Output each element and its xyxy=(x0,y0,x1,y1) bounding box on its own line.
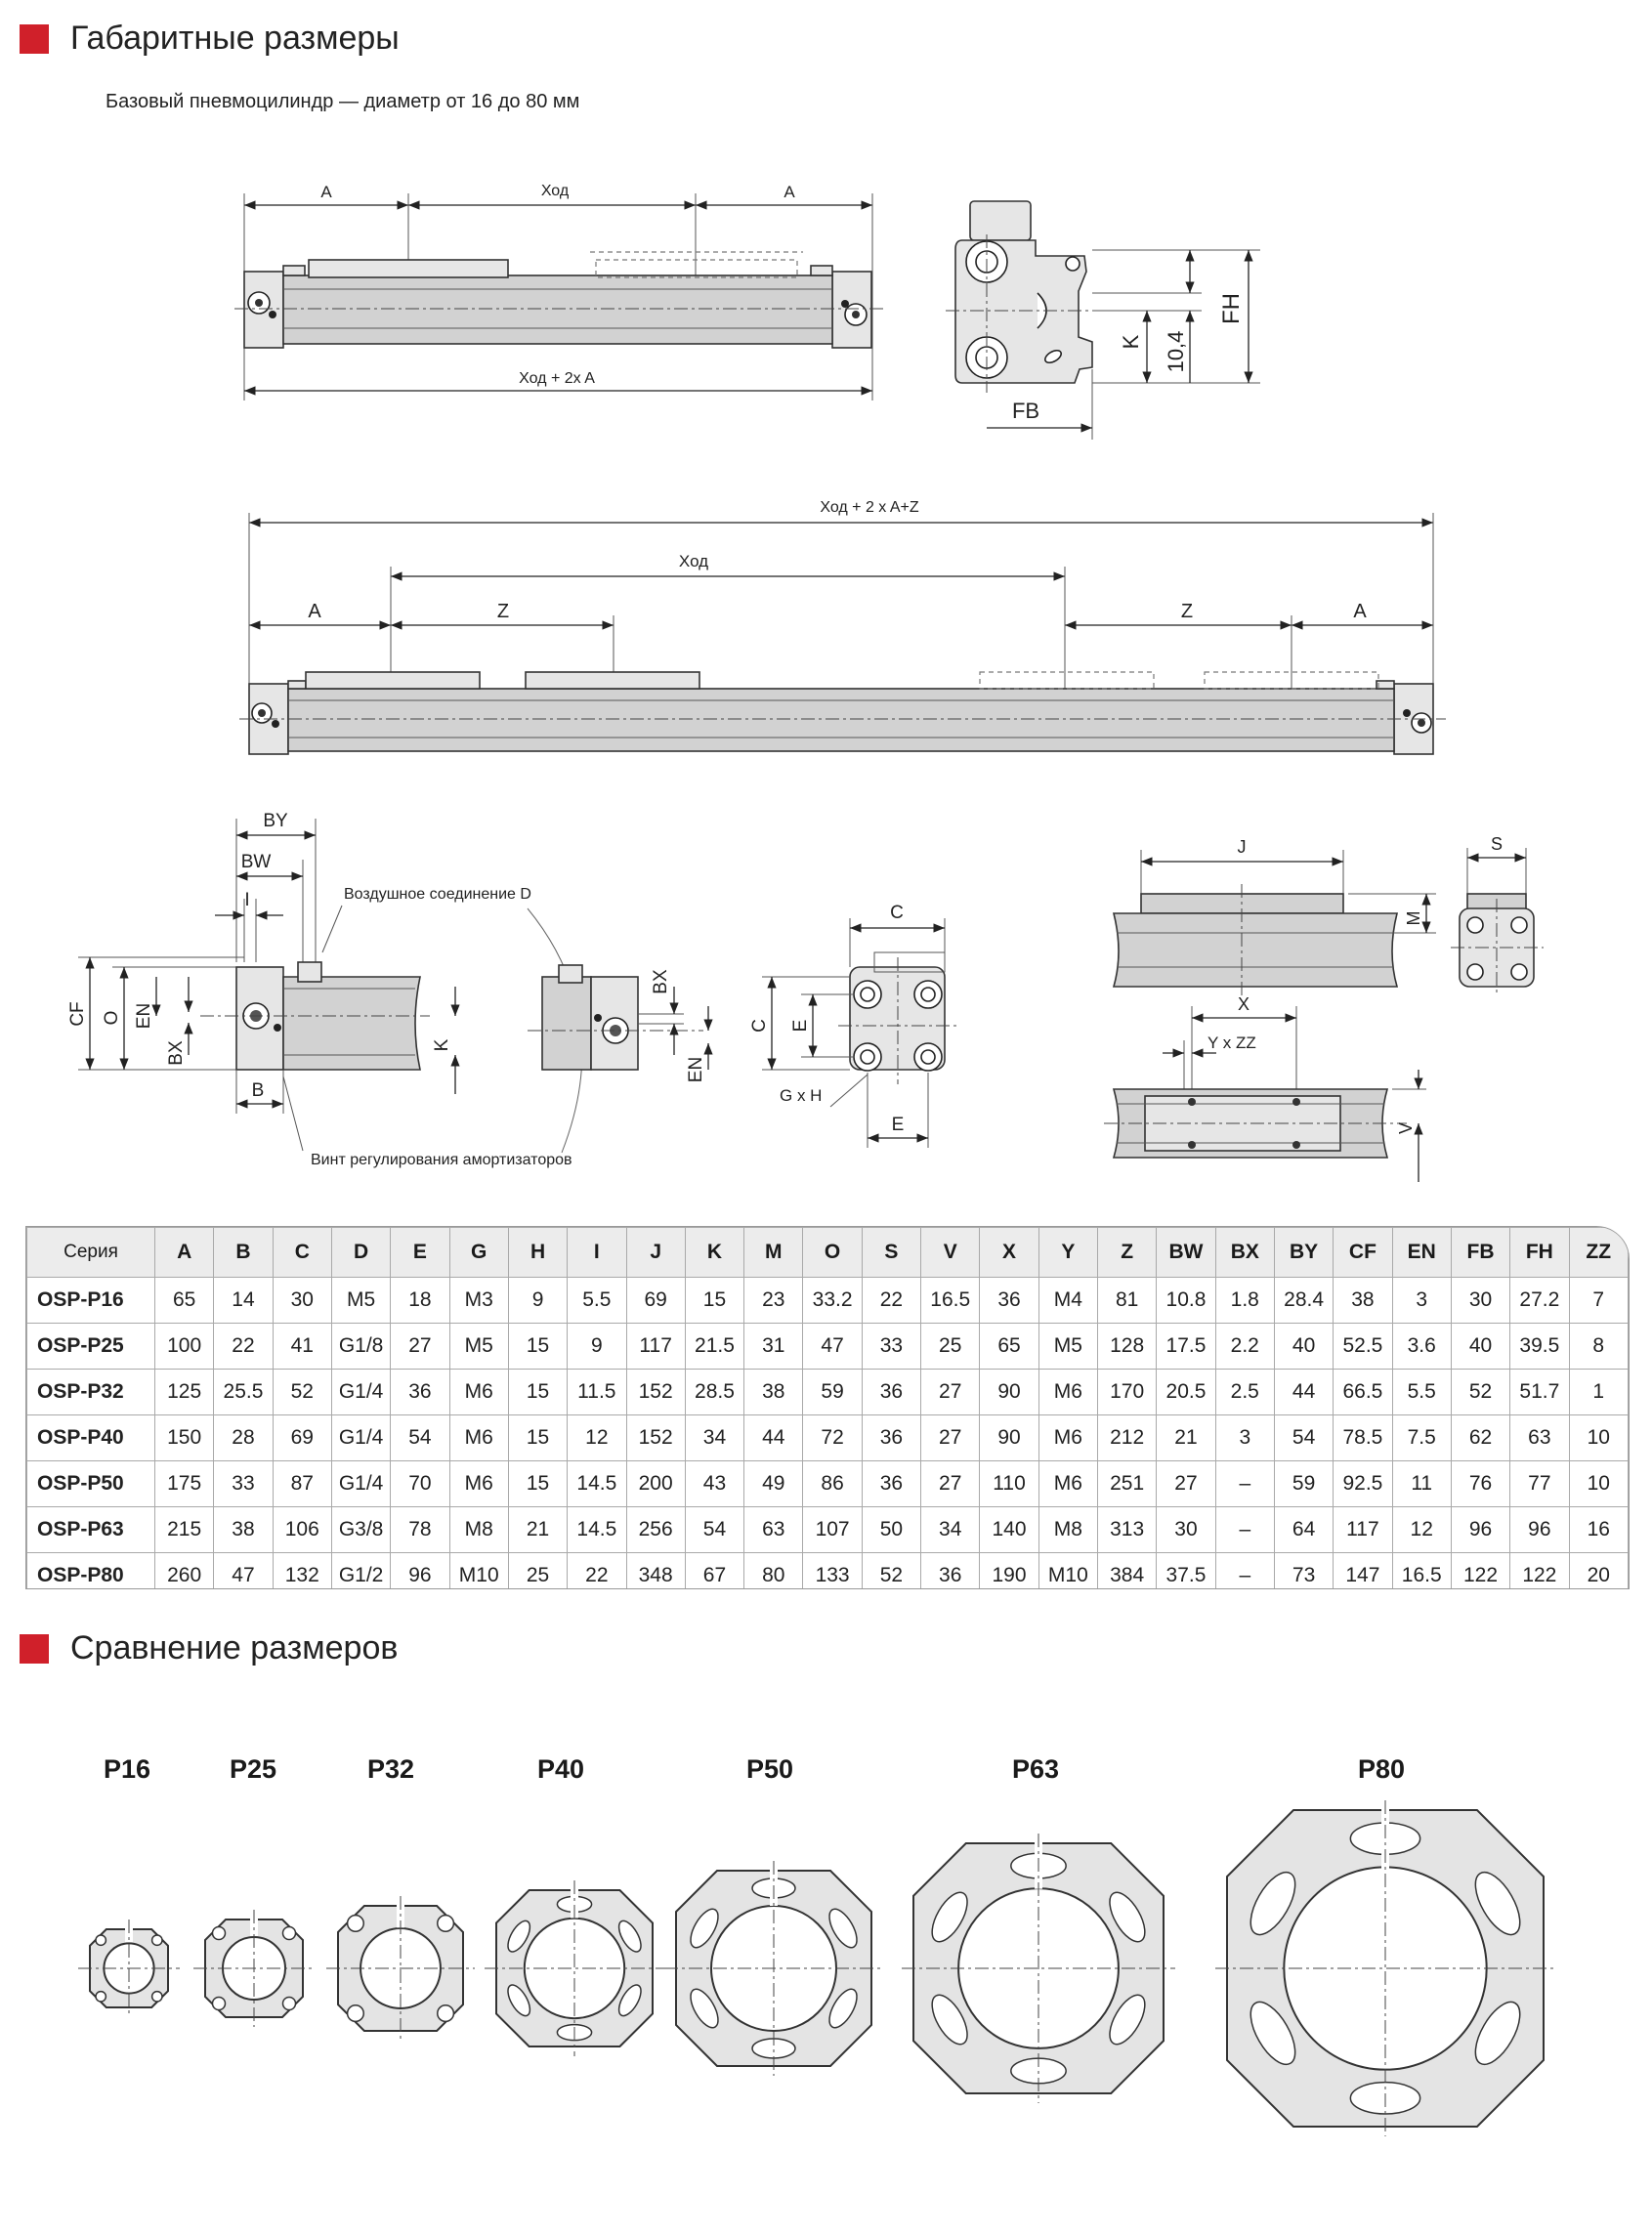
table-cell: 38 xyxy=(214,1507,273,1553)
table-cell: 38 xyxy=(744,1370,803,1415)
table-cell: 77 xyxy=(1510,1461,1569,1507)
table-cell: 78.5 xyxy=(1334,1415,1392,1461)
table-cell: 49 xyxy=(744,1461,803,1507)
table-cell: M6 xyxy=(1038,1461,1097,1507)
table-cell: 22 xyxy=(862,1278,920,1324)
dim-s: S xyxy=(1490,834,1504,854)
table-cell: 251 xyxy=(1098,1461,1157,1507)
table-cell: M10 xyxy=(449,1553,508,1590)
comparison-label-p32: P32 xyxy=(367,1754,415,1784)
table-cell: 107 xyxy=(803,1507,862,1553)
table-cell: 27 xyxy=(921,1415,980,1461)
profile-outline-p63 xyxy=(902,1834,1175,2103)
table-cell: M8 xyxy=(1038,1507,1097,1553)
table-cell: 40 xyxy=(1274,1324,1333,1370)
table-cell: G1/4 xyxy=(331,1461,390,1507)
table-cell: 36 xyxy=(980,1278,1038,1324)
table-cell: 122 xyxy=(1451,1553,1509,1590)
table-cell: 348 xyxy=(626,1553,685,1590)
table-cell: 47 xyxy=(214,1553,273,1590)
table-header-row xyxy=(27,1228,1629,1278)
column-header: A xyxy=(155,1228,214,1278)
table-cell: 18 xyxy=(391,1278,449,1324)
table-cell: 1 xyxy=(1569,1370,1629,1415)
dim-by: BY xyxy=(263,811,288,831)
table-cell: M4 xyxy=(1038,1278,1097,1324)
table-cell: 5.5 xyxy=(1392,1370,1451,1415)
dim-i: I xyxy=(244,890,250,910)
table-cell: 96 xyxy=(1510,1507,1569,1553)
table-cell: G1/4 xyxy=(331,1370,390,1415)
table-cell: 14.5 xyxy=(568,1507,626,1553)
table-cell: 76 xyxy=(1451,1461,1509,1507)
table-cell: 87 xyxy=(273,1461,331,1507)
dim-bw: BW xyxy=(240,852,272,872)
table-cell: 34 xyxy=(921,1507,980,1553)
column-header: X xyxy=(980,1228,1038,1278)
dim-a-2r: A xyxy=(1353,601,1367,622)
drawing-cylinder-z xyxy=(239,499,1446,754)
table-cell: 16.5 xyxy=(921,1278,980,1324)
table-cell: 5.5 xyxy=(568,1278,626,1324)
table-cell: 20.5 xyxy=(1157,1370,1215,1415)
table-cell: – xyxy=(1215,1553,1274,1590)
table-cell: 15 xyxy=(508,1461,567,1507)
dim-z-right: Z xyxy=(1180,601,1194,622)
table-cell: 21 xyxy=(1157,1415,1215,1461)
table-cell: 47 xyxy=(803,1324,862,1370)
table-cell: 96 xyxy=(391,1553,449,1590)
table-cell: 140 xyxy=(980,1507,1038,1553)
column-header: J xyxy=(626,1228,685,1278)
table-cell: 15 xyxy=(508,1370,567,1415)
drawing-end-cap xyxy=(67,811,708,1168)
table-cell: 11 xyxy=(1392,1461,1451,1507)
column-header: E xyxy=(391,1228,449,1278)
table-cell: 7 xyxy=(1569,1278,1629,1324)
label-air-connection: Воздушное соединение D xyxy=(344,886,531,903)
table-cell: 14.5 xyxy=(568,1461,626,1507)
profile-outline-p50 xyxy=(664,1861,883,2076)
dim-a-right: A xyxy=(784,183,795,201)
table-cell: 3.6 xyxy=(1392,1324,1451,1370)
table-row xyxy=(27,1324,1629,1370)
table-cell: 31 xyxy=(744,1324,803,1370)
dim-fh: FH xyxy=(1218,293,1245,324)
table-cell: 11.5 xyxy=(568,1370,626,1415)
row-series-name: OSP-P50 xyxy=(27,1461,155,1507)
table-cell: 12 xyxy=(568,1415,626,1461)
table-cell: 36 xyxy=(391,1370,449,1415)
column-header: D xyxy=(331,1228,390,1278)
label-cushion-screw: Винт регулирования амортизаторов xyxy=(311,1152,572,1168)
table-cell: 36 xyxy=(862,1415,920,1461)
comparison-label-p63: P63 xyxy=(1012,1754,1060,1784)
section-title-dimensions: Габаритные размеры xyxy=(70,20,400,57)
table-cell: 1.8 xyxy=(1215,1278,1274,1324)
profile-outline-p16 xyxy=(78,1920,180,2017)
table-cell: 3 xyxy=(1215,1415,1274,1461)
table-cell: M6 xyxy=(449,1461,508,1507)
table-cell: 90 xyxy=(980,1370,1038,1415)
dim-gxh: G x H xyxy=(780,1086,823,1105)
table-cell: 25.5 xyxy=(214,1370,273,1415)
dim-10-4: 10,4 xyxy=(1164,330,1188,373)
table-cell: 15 xyxy=(685,1278,743,1324)
table-cell: 16.5 xyxy=(1392,1553,1451,1590)
table-cell: 133 xyxy=(803,1553,862,1590)
table-cell: 2.2 xyxy=(1215,1324,1274,1370)
column-header: ZZ xyxy=(1569,1228,1629,1278)
dim-c-top: C xyxy=(890,903,904,923)
row-series-name: OSP-P32 xyxy=(27,1370,155,1415)
table-cell: 150 xyxy=(155,1415,214,1461)
column-header: Y xyxy=(1038,1228,1097,1278)
table-cell: 10 xyxy=(1569,1415,1629,1461)
table-cell: 27 xyxy=(1157,1461,1215,1507)
table-cell: 15 xyxy=(508,1415,567,1461)
table-cell: 28 xyxy=(214,1415,273,1461)
dim-yxzz: Y x ZZ xyxy=(1207,1034,1256,1052)
table-cell: 65 xyxy=(980,1324,1038,1370)
dim-b: B xyxy=(251,1080,265,1101)
column-header: Z xyxy=(1098,1228,1157,1278)
table-cell: 15 xyxy=(508,1324,567,1370)
table-cell: 147 xyxy=(1334,1553,1392,1590)
table-cell: 16 xyxy=(1569,1507,1629,1553)
column-header: H xyxy=(508,1228,567,1278)
row-series-name: OSP-P25 xyxy=(27,1324,155,1370)
table-cell: 21 xyxy=(508,1507,567,1553)
table-cell: G1/4 xyxy=(331,1415,390,1461)
column-header: FH xyxy=(1510,1228,1569,1278)
table-cell: 36 xyxy=(862,1370,920,1415)
table-cell: 152 xyxy=(626,1415,685,1461)
section-title-comparison: Сравнение размеров xyxy=(70,1629,399,1666)
table-cell: 28.5 xyxy=(685,1370,743,1415)
table-cell: 40 xyxy=(1451,1324,1509,1370)
dim-k-side: K xyxy=(432,1038,452,1052)
row-series-name: OSP-P40 xyxy=(27,1415,155,1461)
table-cell: 170 xyxy=(1098,1370,1157,1415)
table-cell: 260 xyxy=(155,1553,214,1590)
table-cell: 86 xyxy=(803,1461,862,1507)
table-cell: 67 xyxy=(685,1553,743,1590)
table-cell: 21.5 xyxy=(685,1324,743,1370)
table-cell: 215 xyxy=(155,1507,214,1553)
table-cell: M5 xyxy=(331,1278,390,1324)
table-cell: 33.2 xyxy=(803,1278,862,1324)
table-cell: – xyxy=(1215,1461,1274,1507)
table-cell: 30 xyxy=(1157,1507,1215,1553)
table-cell: 106 xyxy=(273,1507,331,1553)
dim-e-side: E xyxy=(790,1019,811,1033)
table-cell: 43 xyxy=(685,1461,743,1507)
table-cell: 92.5 xyxy=(1334,1461,1392,1507)
table-cell: 2.5 xyxy=(1215,1370,1274,1415)
table-cell: 10 xyxy=(1569,1461,1629,1507)
drawing-base-cylinder xyxy=(234,183,884,401)
row-series-name: OSP-P63 xyxy=(27,1507,155,1553)
table-cell: 28.4 xyxy=(1274,1278,1333,1324)
table-cell: 7.5 xyxy=(1392,1415,1451,1461)
table-row xyxy=(27,1553,1629,1590)
profile-outline-p40 xyxy=(485,1880,664,2056)
table-cell: 72 xyxy=(803,1415,862,1461)
drawing-end-view xyxy=(946,201,1260,440)
table-cell: 52 xyxy=(1451,1370,1509,1415)
table-cell: 36 xyxy=(921,1553,980,1590)
table-cell: 39.5 xyxy=(1510,1324,1569,1370)
dim-z-left: Z xyxy=(496,601,510,622)
table-cell: 33 xyxy=(214,1461,273,1507)
dim-en-right: EN xyxy=(686,1056,706,1083)
dim-en-left: EN xyxy=(134,1002,154,1030)
row-series-name: OSP-P80 xyxy=(27,1553,155,1590)
table-cell: 132 xyxy=(273,1553,331,1590)
table-cell: 25 xyxy=(921,1324,980,1370)
table-cell: 20 xyxy=(1569,1553,1629,1590)
table-cell: 313 xyxy=(1098,1507,1157,1553)
table-cell: 9 xyxy=(568,1324,626,1370)
table-cell: 54 xyxy=(685,1507,743,1553)
dim-bx-right: BX xyxy=(651,969,671,994)
column-header: FB xyxy=(1451,1228,1509,1278)
table-cell: 200 xyxy=(626,1461,685,1507)
table-cell: 190 xyxy=(980,1553,1038,1590)
table-cell: 117 xyxy=(1334,1507,1392,1553)
table-cell: 52 xyxy=(273,1370,331,1415)
column-header: C xyxy=(273,1228,331,1278)
table-cell: 80 xyxy=(744,1553,803,1590)
dim-fb: FB xyxy=(1011,399,1040,423)
dim-stroke-plus-2a: Ход + 2x A xyxy=(519,370,595,387)
table-cell: 78 xyxy=(391,1507,449,1553)
dim-bx-left: BX xyxy=(166,1040,187,1066)
table-row xyxy=(27,1507,1629,1553)
table-cell: 51.7 xyxy=(1510,1370,1569,1415)
table-cell: M5 xyxy=(449,1324,508,1370)
column-header: B xyxy=(214,1228,273,1278)
table-cell: 27.2 xyxy=(1510,1278,1569,1324)
table-cell: 37.5 xyxy=(1157,1553,1215,1590)
table-cell: 9 xyxy=(508,1278,567,1324)
table-cell: 17.5 xyxy=(1157,1324,1215,1370)
comparison-label-p25: P25 xyxy=(230,1754,277,1784)
table-cell: 59 xyxy=(1274,1461,1333,1507)
row-series-name: OSP-P16 xyxy=(27,1278,155,1324)
table-cell: 128 xyxy=(1098,1324,1157,1370)
table-cell: 73 xyxy=(1274,1553,1333,1590)
column-header: S xyxy=(862,1228,920,1278)
dim-cf: CF xyxy=(67,1001,88,1027)
table-cell: 175 xyxy=(155,1461,214,1507)
column-header: CF xyxy=(1334,1228,1392,1278)
table-cell: 54 xyxy=(1274,1415,1333,1461)
table-cell: 122 xyxy=(1510,1553,1569,1590)
table-cell: G3/8 xyxy=(331,1507,390,1553)
table-cell: 59 xyxy=(803,1370,862,1415)
column-header: BX xyxy=(1215,1228,1274,1278)
table-cell: M6 xyxy=(1038,1415,1097,1461)
dim-m: M xyxy=(1404,910,1423,926)
table-row xyxy=(27,1461,1629,1507)
table-cell: 65 xyxy=(155,1278,214,1324)
table-cell: G1/2 xyxy=(331,1553,390,1590)
table-cell: 34 xyxy=(685,1415,743,1461)
dim-a-2l: A xyxy=(308,601,321,622)
table-cell: 50 xyxy=(862,1507,920,1553)
table-cell: 23 xyxy=(744,1278,803,1324)
dimensions-table xyxy=(25,1226,1630,1589)
table-cell: 69 xyxy=(273,1415,331,1461)
table-cell: M5 xyxy=(1038,1324,1097,1370)
column-header: EN xyxy=(1392,1228,1451,1278)
column-header: BY xyxy=(1274,1228,1333,1278)
dim-stroke: Ход xyxy=(540,183,570,199)
table-row xyxy=(27,1370,1629,1415)
table-cell: 41 xyxy=(273,1324,331,1370)
table-cell: 27 xyxy=(921,1370,980,1415)
table-body xyxy=(27,1278,1629,1590)
table-cell: 256 xyxy=(626,1507,685,1553)
table-cell: 152 xyxy=(626,1370,685,1415)
column-header: O xyxy=(803,1228,862,1278)
table-cell: 81 xyxy=(1098,1278,1157,1324)
table-cell: 212 xyxy=(1098,1415,1157,1461)
profile-outline-p32 xyxy=(326,1896,475,2041)
table-cell: M8 xyxy=(449,1507,508,1553)
column-header: I xyxy=(568,1228,626,1278)
dim-x: X xyxy=(1237,994,1250,1014)
table-cell: 125 xyxy=(155,1370,214,1415)
column-header: Серия xyxy=(27,1228,155,1278)
table-cell: 44 xyxy=(744,1415,803,1461)
table-row xyxy=(27,1278,1629,1324)
table-cell: 64 xyxy=(1274,1507,1333,1553)
table-cell: – xyxy=(1215,1507,1274,1553)
drawing-carriage xyxy=(1104,834,1544,1182)
table-cell: 36 xyxy=(862,1461,920,1507)
table-cell: 63 xyxy=(744,1507,803,1553)
dim-stroke-plus-2a-z: Ход + 2 x A+Z xyxy=(820,499,919,516)
table-cell: M10 xyxy=(1038,1553,1097,1590)
table-cell: 44 xyxy=(1274,1370,1333,1415)
column-header: V xyxy=(921,1228,980,1278)
table-cell: 8 xyxy=(1569,1324,1629,1370)
table-cell: 22 xyxy=(568,1553,626,1590)
column-header: G xyxy=(449,1228,508,1278)
table-cell: 30 xyxy=(1451,1278,1509,1324)
column-header: K xyxy=(685,1228,743,1278)
table-cell: 90 xyxy=(980,1415,1038,1461)
dim-a-left: A xyxy=(320,183,332,201)
comparison-label-p80: P80 xyxy=(1358,1754,1406,1784)
dim-c-side: C xyxy=(749,1019,770,1033)
dim-k-end: K xyxy=(1119,334,1143,350)
section-header-comparison xyxy=(20,1629,398,1667)
table-row xyxy=(27,1415,1629,1461)
table-cell: M6 xyxy=(1038,1370,1097,1415)
table-cell: G1/8 xyxy=(331,1324,390,1370)
comparison-label-p50: P50 xyxy=(746,1754,794,1784)
subtitle: Базовый пневмоцилиндр — диаметр от 16 до 80 мм xyxy=(106,91,580,112)
table-cell: 30 xyxy=(273,1278,331,1324)
table-cell: 384 xyxy=(1098,1553,1157,1590)
column-header: M xyxy=(744,1228,803,1278)
table-cell: 27 xyxy=(921,1461,980,1507)
table-cell: 3 xyxy=(1392,1278,1451,1324)
comparison-label-p16: P16 xyxy=(104,1754,151,1784)
table-cell: 10.8 xyxy=(1157,1278,1215,1324)
profile-comparison-drawings xyxy=(0,1793,1652,2232)
comparison-label-p40: P40 xyxy=(537,1754,585,1784)
table-cell: 63 xyxy=(1510,1415,1569,1461)
drawing-cap-front xyxy=(749,903,957,1148)
table-cell: M3 xyxy=(449,1278,508,1324)
table-cell: 70 xyxy=(391,1461,449,1507)
profile-outline-p25 xyxy=(193,1910,315,2027)
table-cell: 12 xyxy=(1392,1507,1451,1553)
table-cell: 62 xyxy=(1451,1415,1509,1461)
table-cell: M6 xyxy=(449,1415,508,1461)
table-cell: 117 xyxy=(626,1324,685,1370)
dim-j: J xyxy=(1237,837,1247,857)
table-cell: 27 xyxy=(391,1324,449,1370)
dim-e-bottom: E xyxy=(891,1115,905,1135)
table-cell: 69 xyxy=(626,1278,685,1324)
table-cell: 52 xyxy=(862,1553,920,1590)
red-square-icon xyxy=(20,1634,49,1664)
table-cell: 100 xyxy=(155,1324,214,1370)
table-cell: 25 xyxy=(508,1553,567,1590)
dim-v: V xyxy=(1396,1121,1416,1135)
table-cell: 54 xyxy=(391,1415,449,1461)
table-cell: 22 xyxy=(214,1324,273,1370)
dim-o: O xyxy=(102,1010,122,1026)
table-cell: M6 xyxy=(449,1370,508,1415)
table-cell: 52.5 xyxy=(1334,1324,1392,1370)
profile-outline-p80 xyxy=(1215,1800,1555,2136)
dim-stroke-2: Ход xyxy=(678,552,709,570)
table-cell: 96 xyxy=(1451,1507,1509,1553)
table-cell: 110 xyxy=(980,1461,1038,1507)
table-cell: 33 xyxy=(862,1324,920,1370)
table-cell: 66.5 xyxy=(1334,1370,1392,1415)
table-cell: 38 xyxy=(1334,1278,1392,1324)
table-cell: 14 xyxy=(214,1278,273,1324)
column-header: BW xyxy=(1157,1228,1215,1278)
